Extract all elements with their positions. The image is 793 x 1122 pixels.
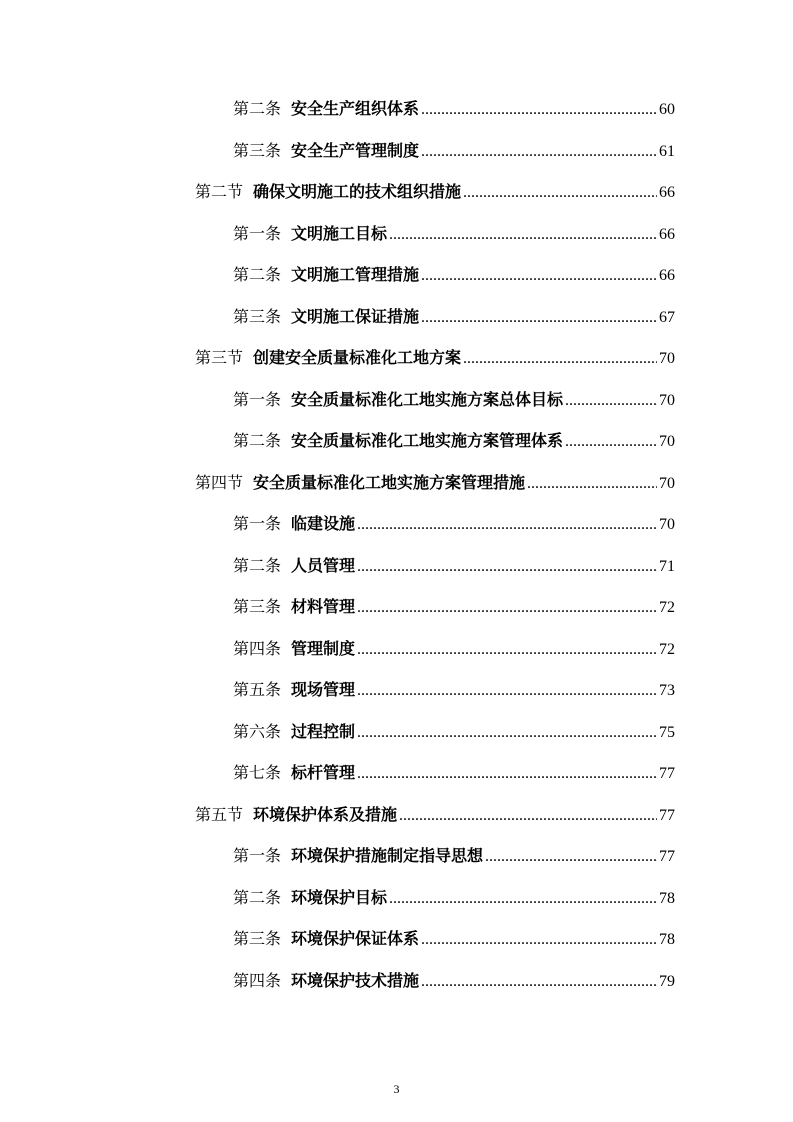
toc-entry-title: 安全生产管理制度 xyxy=(291,141,420,160)
toc-entry-title: 文明施工保证措施 xyxy=(291,307,420,326)
toc-dot-leader xyxy=(357,718,657,748)
toc-entry-number: 第四条 xyxy=(233,971,282,990)
toc-entry-page: 78 xyxy=(659,890,675,907)
toc-dot-leader xyxy=(565,427,657,457)
toc-entry-page: 66 xyxy=(659,267,675,284)
toc-entry-page: 70 xyxy=(659,392,675,409)
toc-entry-title: 文明施工管理措施 xyxy=(291,265,420,284)
toc-entry-title: 安全质量标准化工地实施方案管理措施 xyxy=(253,473,526,492)
toc-entry-page: 66 xyxy=(659,184,675,201)
toc-entry-page: 72 xyxy=(659,641,675,658)
toc-entry-title: 环境保护体系及措施 xyxy=(253,805,398,824)
toc-entry-title: 标杆管理 xyxy=(291,763,356,782)
toc-entry[interactable] xyxy=(233,717,675,747)
toc-dot-leader xyxy=(421,925,657,955)
toc-entry[interactable] xyxy=(195,468,675,498)
toc-dot-leader xyxy=(463,178,657,208)
toc-entry-page: 71 xyxy=(659,558,675,575)
toc-entry-page: 78 xyxy=(659,931,675,948)
toc-entry[interactable] xyxy=(233,260,675,290)
toc-entry-number: 第三条 xyxy=(233,307,282,326)
toc-entry-title: 管理制度 xyxy=(291,639,356,658)
toc-entry-page: 67 xyxy=(659,309,675,326)
toc-dot-leader xyxy=(463,344,657,374)
toc-entry-title: 文明施工目标 xyxy=(291,224,388,243)
toc-entry-title: 现场管理 xyxy=(291,680,356,699)
toc-entry[interactable] xyxy=(233,758,675,788)
toc-entry-number: 第三条 xyxy=(233,141,282,160)
toc-entry[interactable] xyxy=(233,592,675,622)
toc-entry-number: 第一条 xyxy=(233,514,282,533)
toc-dot-leader xyxy=(357,510,657,540)
toc-dot-leader xyxy=(421,303,657,333)
toc-entry-number: 第二条 xyxy=(233,265,282,284)
toc-entry-number: 第一条 xyxy=(233,846,282,865)
toc-entry-number: 第二条 xyxy=(233,431,282,450)
toc-dot-leader xyxy=(421,95,657,125)
toc-entry[interactable] xyxy=(233,924,675,954)
toc-entry[interactable] xyxy=(233,426,675,456)
toc-entry-page: 60 xyxy=(659,101,675,118)
toc-entry-title: 安全质量标准化工地实施方案管理体系 xyxy=(291,431,564,450)
toc-entry[interactable] xyxy=(233,509,675,539)
toc-entry-page: 70 xyxy=(659,516,675,533)
toc-entry-page: 70 xyxy=(659,475,675,492)
toc-entry[interactable] xyxy=(233,136,675,166)
toc-entry-page: 79 xyxy=(659,973,675,990)
toc-entry-page: 77 xyxy=(659,765,675,782)
toc-entry[interactable] xyxy=(233,385,675,415)
toc-entry-page: 66 xyxy=(659,226,675,243)
toc-dot-leader xyxy=(399,801,657,831)
toc-dot-leader xyxy=(485,842,657,872)
toc-dot-leader xyxy=(565,386,657,416)
toc-entry-number: 第一条 xyxy=(233,390,282,409)
toc-entry-number: 第二条 xyxy=(233,556,282,575)
toc-entry-page: 61 xyxy=(659,143,675,160)
toc-entry-number: 第三条 xyxy=(233,597,282,616)
toc-entry-title: 材料管理 xyxy=(291,597,356,616)
page-number: 3 xyxy=(393,1082,400,1096)
toc-dot-leader xyxy=(389,884,657,914)
toc-entry-number: 第二节 xyxy=(195,182,244,201)
toc-entry-number: 第五节 xyxy=(195,805,244,824)
toc-entry[interactable] xyxy=(233,841,675,871)
toc-entry-number: 第七条 xyxy=(233,763,282,782)
toc-entry-title: 安全生产组织体系 xyxy=(291,99,420,118)
toc-dot-leader xyxy=(357,676,657,706)
toc-entry-page: 70 xyxy=(659,350,675,367)
toc-dot-leader xyxy=(357,593,657,623)
toc-entry-number: 第四条 xyxy=(233,639,282,658)
toc-entry-number: 第二条 xyxy=(233,888,282,907)
toc-dot-leader xyxy=(357,759,657,789)
toc-entry-page: 75 xyxy=(659,724,675,741)
toc-entry-title: 人员管理 xyxy=(291,556,356,575)
toc-entry-number: 第三节 xyxy=(195,348,244,367)
toc-entry[interactable] xyxy=(233,675,675,705)
toc-entry[interactable] xyxy=(195,177,675,207)
toc-entry-page: 70 xyxy=(659,433,675,450)
toc-entry-page: 72 xyxy=(659,599,675,616)
toc-entry[interactable] xyxy=(233,966,675,996)
toc-entry[interactable] xyxy=(233,94,675,124)
toc-entry[interactable] xyxy=(233,302,675,332)
toc-entry-page: 77 xyxy=(659,807,675,824)
toc-entry-page: 73 xyxy=(659,682,675,699)
toc-entry[interactable] xyxy=(233,883,675,913)
toc-dot-leader xyxy=(389,220,657,250)
toc-entry[interactable] xyxy=(195,800,675,830)
toc-entry-title: 环境保护目标 xyxy=(291,888,388,907)
toc-entry-number: 第六条 xyxy=(233,722,282,741)
toc-entry-number: 第三条 xyxy=(233,929,282,948)
toc-entry-number: 第五条 xyxy=(233,680,282,699)
toc-entry-title: 环境保护技术措施 xyxy=(291,971,420,990)
toc-entry[interactable] xyxy=(233,219,675,249)
toc-entry-number: 第一条 xyxy=(233,224,282,243)
toc-entry-title: 环境保护保证体系 xyxy=(291,929,420,948)
toc-entry-number: 第二条 xyxy=(233,99,282,118)
toc-entry-title: 临建设施 xyxy=(291,514,356,533)
toc-dot-leader xyxy=(421,261,657,291)
toc-dot-leader xyxy=(357,552,657,582)
toc-entry-title: 确保文明施工的技术组织措施 xyxy=(253,182,462,201)
toc-entry[interactable] xyxy=(233,634,675,664)
toc-entry-number: 第四节 xyxy=(195,473,244,492)
toc-entry-title: 环境保护措施制定指导思想 xyxy=(291,846,484,865)
toc-entry-title: 创建安全质量标准化工地方案 xyxy=(253,348,462,367)
toc-entry-title: 过程控制 xyxy=(291,722,356,741)
toc-dot-leader xyxy=(527,469,657,499)
toc-dot-leader xyxy=(421,137,657,167)
toc-entry-title: 安全质量标准化工地实施方案总体目标 xyxy=(291,390,564,409)
toc-dot-leader xyxy=(357,635,657,665)
toc-dot-leader xyxy=(421,967,657,997)
toc-entry[interactable] xyxy=(195,343,675,373)
toc-entry[interactable] xyxy=(233,551,675,581)
toc-entry-page: 77 xyxy=(659,848,675,865)
